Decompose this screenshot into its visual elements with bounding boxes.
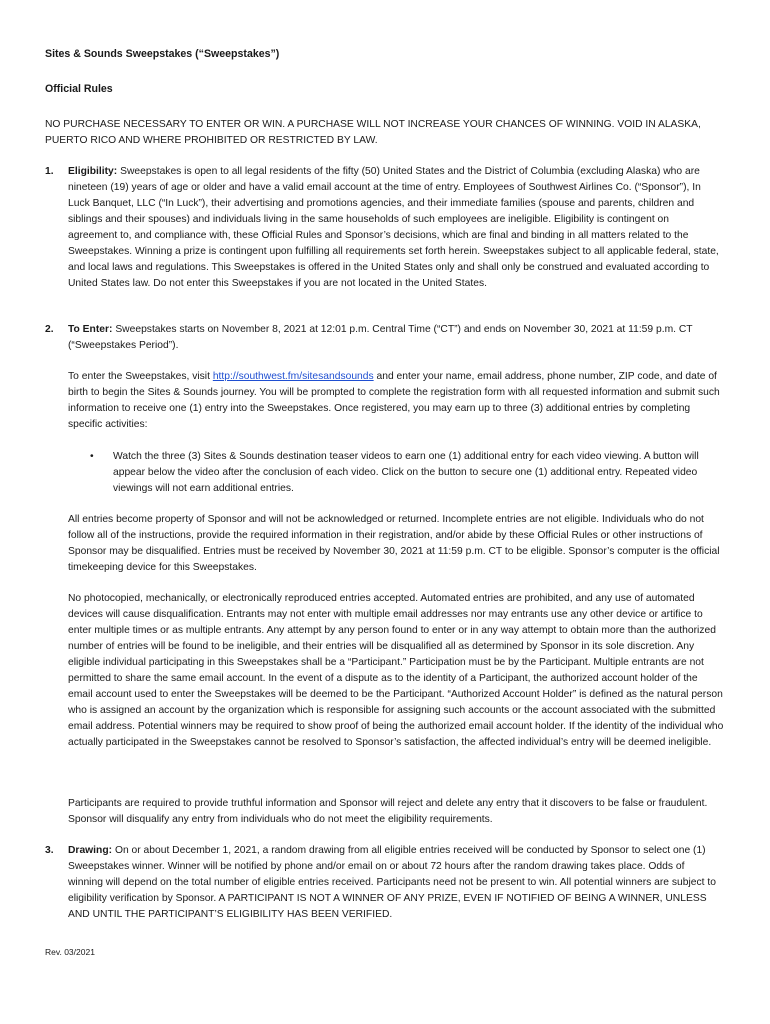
- section-heading: Drawing:: [68, 845, 113, 856]
- section-text: Sweepstakes starts on November 8, 2021 at 12:01 p.m. Central Time (“CT”) and ends on November 30, 2021 at 11:59 p.m. CT (“Sweepstakes Period”).: [68, 324, 693, 351]
- truthful-information-paragraph: Participants are required to provide truthful information and Sponsor will reject and delete any entry that it discovers to be false or fraudulent. Sponsor will disqualify any entry from individuals who do not meet the eligibility requirements.: [68, 798, 708, 825]
- reproduced-entries-paragraph: No photocopied, mechanically, or electronically reproduced entries accepted. Automated entries are prohibited, and any use of automated devices will cause disqualification. Entrants may not enter with multiple email addresses nor may entrants use any other device or artifice to enter multiple times or as multiple entrants. Any attempt by any person found to enter or in any way attempt to obtain more than the authorized number of entries will be found to be ineligible, and their entries will be disqualified all as determined by Sponsor in its sole discretion. Any eligible individual participating in this Sweepstakes shall be a “Participant.” Participation must be by the Participant. Multiple entrants are not permitted to share the same email account. In the event of a dispute as to the identity of a Participant, the authorized account holder of the email account used to enter the Sweepstakes will be deemed to be the Participant. “Authorized Account Holder” is defined as the natural person who is assigned an account by the organization which is responsible for assigning such accounts or the account associated with the submitted email address. Potential winners may be required to show proof of being the authorized email account holder. If the identity of the individual who actually participated in the Sweepstakes cannot be resolved to Sponsor’s satisfaction, the affected individual’s entry will be deemed ineligible.: [68, 593, 724, 748]
- section-text: On or about December 1, 2021, a random drawing from all eligible entries received will be conducted by Sponsor to select one (1) Sweepstakes winner. Winner will be notified by phone and/or email on or about 72 hours after the random drawing takes place. Odds of winning will depend on the total number of eligible entries received. Participants need not be present to win. All potential winners are subject to eligibility verification by Sponsor. A PARTICIPANT IS NOT A WINNER OF ANY PRIZE, EVEN IF NOTIFIED OF BEING A WINNER, UNLESS AND UNTIL THE PARTICIPANT’S ELIGIBILITY HAS BEEN VERIFIED.: [68, 845, 716, 920]
- section-heading: Eligibility:: [68, 166, 118, 177]
- section-heading: To Enter:: [68, 324, 113, 335]
- section-number: 3.: [45, 845, 54, 856]
- bullet-item-video: Watch the three (3) Sites & Sounds destination teaser videos to earn one (1) additional entry for each video viewing. A button will appear below the video after the conclusion of each video. Click on the button to secure one (1) additional entry. Repeated video viewings will not earn additional entries.: [113, 451, 699, 494]
- section-body: [68, 322, 721, 354]
- sweepstakes-link[interactable]: http://southwest.fm/sitesandsounds: [212, 371, 374, 382]
- section-text: Sweepstakes is open to all legal residents of the fifty (50) United States and the District of Columbia (excluding Alaska) who are nineteen (19) years of age or older and have a valid email account at the time of entry. Employees of Southwest Airlines Co. (“Sponsor”), In Luck Banquet, LLC (“In Luck”), their advertising and promotions agencies, and their immediate families (spouse and parents, children and siblings and their spouses) and individuals living in the same households of such employees are ineligible. Eligibility is contingent on agreement to, and compliance with, these Official Rules and Sponsor’s decisions, which are final and binding in all matters related to the Sweepstakes. Winning a prize is contingent upon fulfilling all requirements set forth herein. Sweepstakes subject to all applicable federal, state, and local laws and regulations. This Sweepstakes is offered in the United States only and shall only be construed and evaluated according to United States law. Do not enter this Sweepstakes if you are not located in the United States.: [68, 166, 719, 289]
- document-title: Sites & Sounds Sweepstakes (“Sweepstakes”): [45, 48, 280, 60]
- entry-instructions-paragraph: [68, 369, 724, 433]
- section-number: 1.: [45, 166, 54, 177]
- entries-property-paragraph: All entries become property of Sponsor and will not be acknowledged or returned. Incomplete entries are not eligible. Individuals who do not follow all of the instructions, provide the required information in their registration, and/or abide by these Official Rules or other instructions of Sponsor may be disqualified. Entries must be received by November 30, 2021 at 11:59 p.m. CT to be eligible. Sponsor’s computer is the official timekeeping device for this Sweepstakes.: [68, 514, 720, 573]
- revision-footer: Rev. 03/2021: [45, 947, 95, 957]
- section-body: [68, 843, 721, 923]
- paragraph-text: To enter the Sweepstakes, visit: [68, 371, 213, 382]
- section-number: 2.: [45, 324, 54, 335]
- document-subtitle: Official Rules: [45, 83, 113, 95]
- paragraph-text: and enter your name, email address, phone number, ZIP code, and date of birth to begin the Sites & Sounds journey. You will be prompted to complete the registration form with all requested information and submit such information to receive one (1) entry into the Sweepstakes. Once registered, you may earn up to three (3) additional entries by completing specific activities:: [68, 371, 720, 430]
- section-body: [68, 164, 721, 292]
- bullet-dot: •: [90, 451, 94, 462]
- legal-notice: NO PURCHASE NECESSARY TO ENTER OR WIN. A PURCHASE WILL NOT INCREASE YOUR CHANCES OF WINNING. VOID IN ALASKA, PUERTO RICO AND WHERE PROHIBITED OR RESTRICTED BY LAW.: [45, 119, 701, 146]
